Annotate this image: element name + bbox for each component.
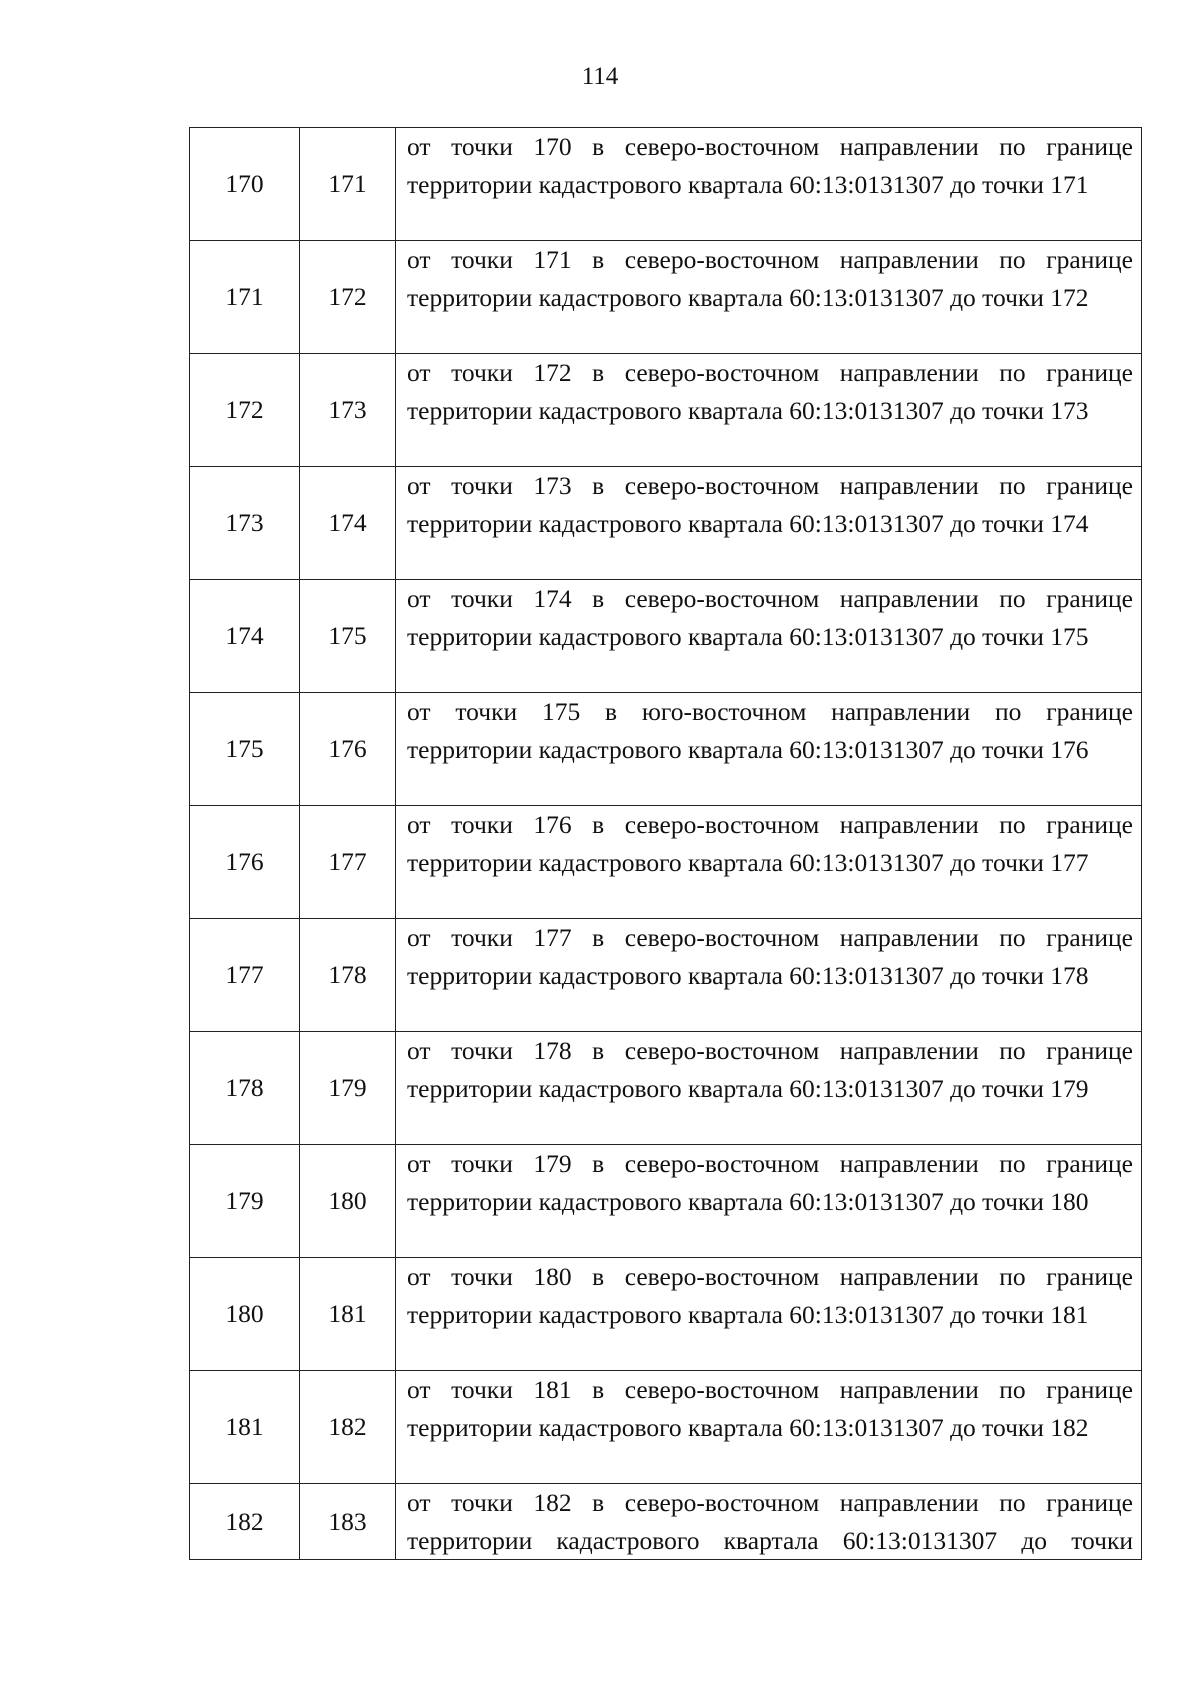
to-point-cell: 183 bbox=[300, 1484, 396, 1560]
from-point-cell: 174 bbox=[190, 580, 300, 693]
table-row bbox=[190, 128, 1142, 241]
description-cell: от точки 173 в северо-восточном направлении по границе территории кадастрового квартала 60:13:0131307 до точки 174 bbox=[396, 467, 1142, 580]
to-point-cell: 175 bbox=[300, 580, 396, 693]
from-point-cell: 182 bbox=[190, 1484, 300, 1560]
from-point-cell: 181 bbox=[190, 1371, 300, 1484]
to-point-cell: 177 bbox=[300, 806, 396, 919]
boundary-points-table bbox=[189, 127, 1142, 1560]
table-row bbox=[190, 467, 1142, 580]
to-point-cell: 174 bbox=[300, 467, 396, 580]
from-point-cell: 178 bbox=[190, 1032, 300, 1145]
to-point-cell: 182 bbox=[300, 1371, 396, 1484]
table-row bbox=[190, 806, 1142, 919]
table-row bbox=[190, 1032, 1142, 1145]
to-point-cell: 172 bbox=[300, 241, 396, 354]
description-cell: от точки 175 в юго-восточном направлении по границе территории кадастрового квартала 60:13:0131307 до точки 176 bbox=[396, 693, 1142, 806]
table-row bbox=[190, 1258, 1142, 1371]
description-cell: от точки 178 в северо-восточном направлении по границе территории кадастрового квартала 60:13:0131307 до точки 179 bbox=[396, 1032, 1142, 1145]
description-cell: от точки 172 в северо-восточном направлении по границе территории кадастрового квартала 60:13:0131307 до точки 173 bbox=[396, 354, 1142, 467]
to-point-cell: 173 bbox=[300, 354, 396, 467]
description-cell: от точки 181 в северо-восточном направлении по границе территории кадастрового квартала 60:13:0131307 до точки 182 bbox=[396, 1371, 1142, 1484]
table-row bbox=[190, 354, 1142, 467]
description-cell: от точки 171 в северо-восточном направлении по границе территории кадастрового квартала 60:13:0131307 до точки 172 bbox=[396, 241, 1142, 354]
description-cell: от точки 174 в северо-восточном направлении по границе территории кадастрового квартала 60:13:0131307 до точки 175 bbox=[396, 580, 1142, 693]
from-point-cell: 175 bbox=[190, 693, 300, 806]
from-point-cell: 170 bbox=[190, 128, 300, 241]
from-point-cell: 179 bbox=[190, 1145, 300, 1258]
from-point-cell: 180 bbox=[190, 1258, 300, 1371]
table-row bbox=[190, 1484, 1142, 1560]
from-point-cell: 177 bbox=[190, 919, 300, 1032]
from-point-cell: 173 bbox=[190, 467, 300, 580]
table-row bbox=[190, 1371, 1142, 1484]
to-point-cell: 178 bbox=[300, 919, 396, 1032]
description-cell: от точки 179 в северо-восточном направлении по границе территории кадастрового квартала 60:13:0131307 до точки 180 bbox=[396, 1145, 1142, 1258]
to-point-cell: 179 bbox=[300, 1032, 396, 1145]
description-cell: от точки 170 в северо-восточном направлении по границе территории кадастрового квартала 60:13:0131307 до точки 171 bbox=[396, 128, 1142, 241]
from-point-cell: 172 bbox=[190, 354, 300, 467]
description-cell: от точки 177 в северо-восточном направлении по границе территории кадастрового квартала 60:13:0131307 до точки 178 bbox=[396, 919, 1142, 1032]
to-point-cell: 181 bbox=[300, 1258, 396, 1371]
table-row bbox=[190, 1145, 1142, 1258]
table-row bbox=[190, 919, 1142, 1032]
description-cell: от точки 180 в северо-восточном направлении по границе территории кадастрового квартала 60:13:0131307 до точки 181 bbox=[396, 1258, 1142, 1371]
table-row bbox=[190, 580, 1142, 693]
table-row bbox=[190, 693, 1142, 806]
table-row bbox=[190, 241, 1142, 354]
from-point-cell: 171 bbox=[190, 241, 300, 354]
description-cell: от точки 176 в северо-восточном направлении по границе территории кадастрового квартала 60:13:0131307 до точки 177 bbox=[396, 806, 1142, 919]
to-point-cell: 180 bbox=[300, 1145, 396, 1258]
to-point-cell: 176 bbox=[300, 693, 396, 806]
to-point-cell: 171 bbox=[300, 128, 396, 241]
page-number: 114 bbox=[581, 63, 619, 90]
description-cell: от точки 182 в северо-восточном направлении по границе территории кадастрового квартала 60:13:0131307 до точки bbox=[396, 1484, 1142, 1560]
from-point-cell: 176 bbox=[190, 806, 300, 919]
